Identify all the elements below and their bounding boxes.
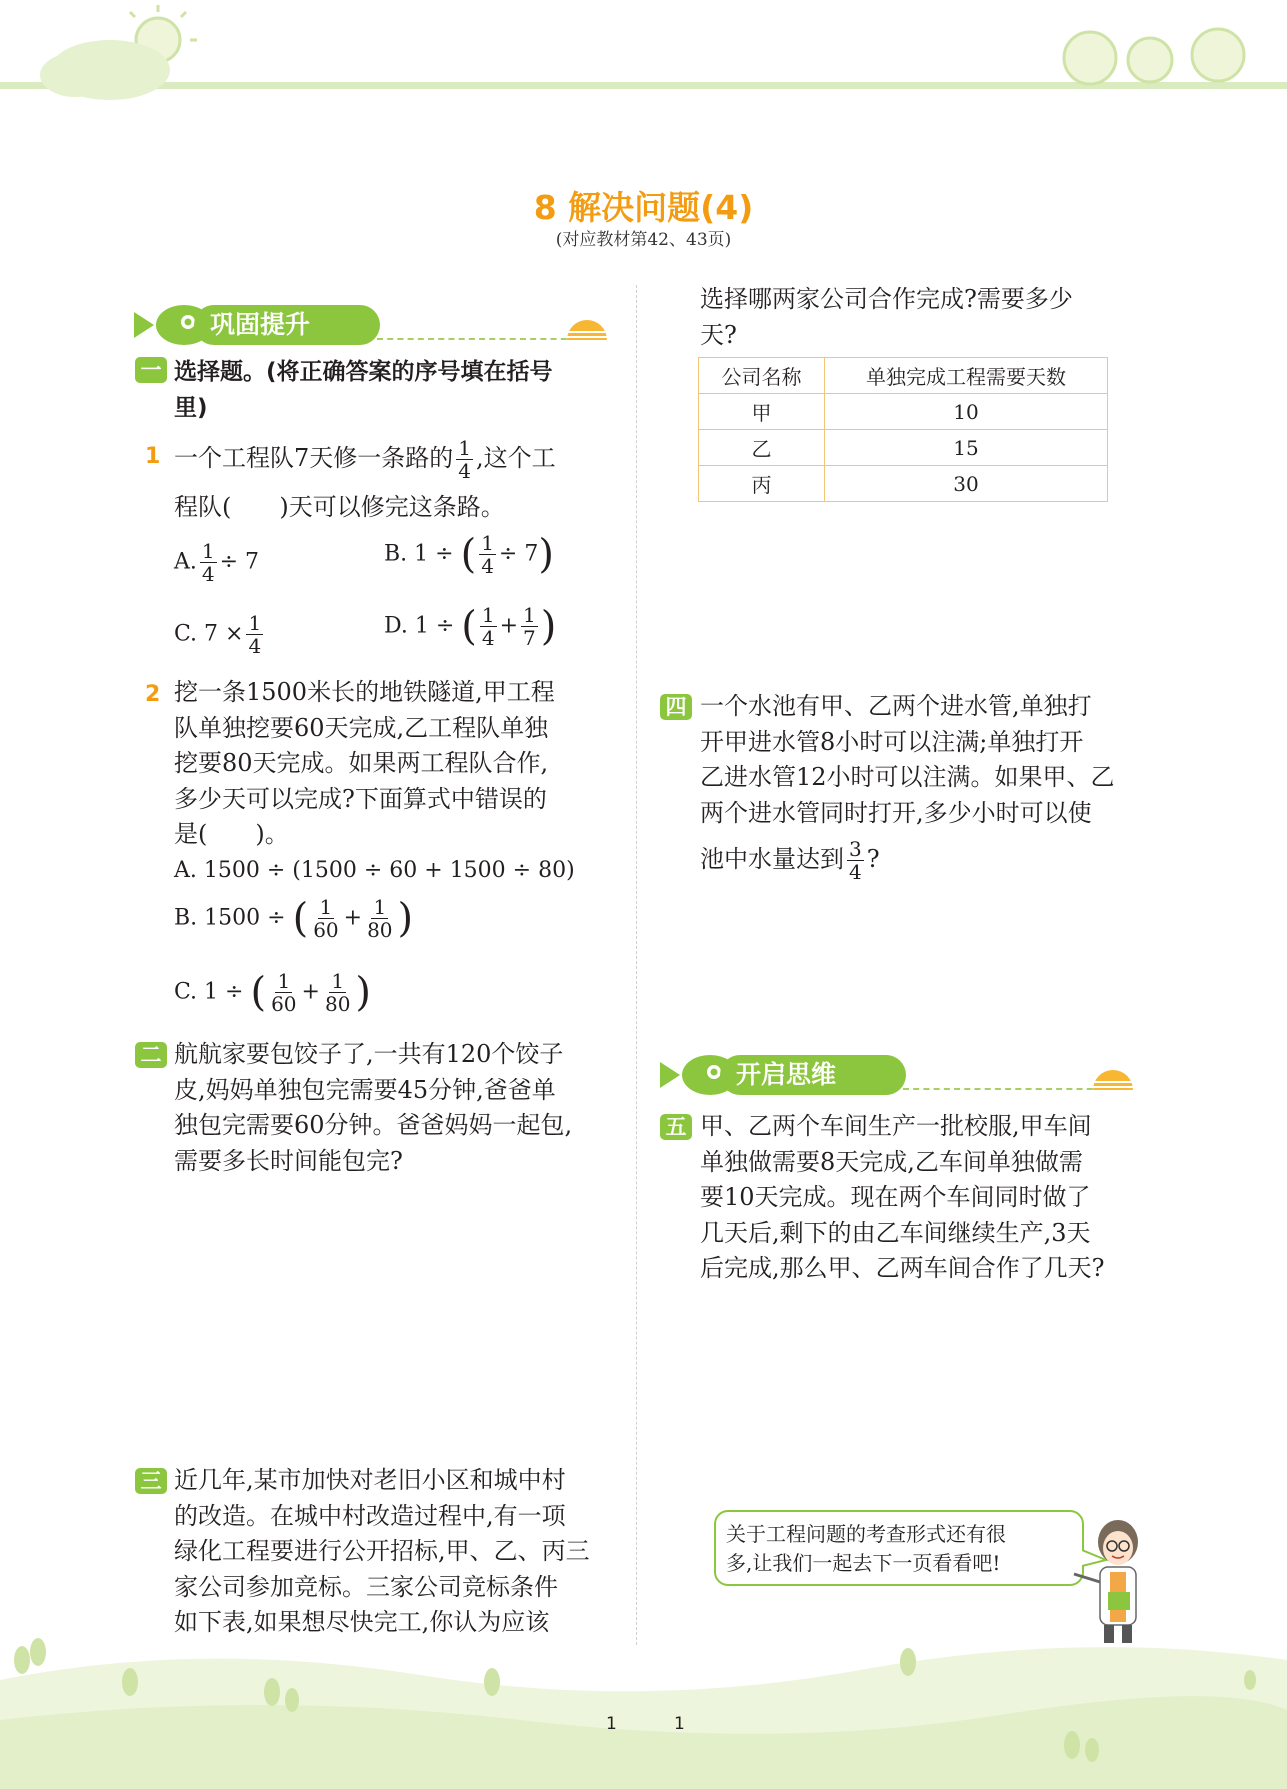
q2-line2: 皮,妈妈单独包完需要45分钟,爸爸单: [174, 1075, 556, 1104]
sunset-icon: [1090, 1062, 1136, 1092]
q2-line3: 独包完需要60分钟。爸爸妈妈一起包,: [174, 1111, 573, 1139]
q1-item1-option-d[interactable]: D. 1 ÷ ( $\frac{1}{4}$ + $\frac{1}{7}$ ): [384, 603, 557, 650]
q4-line5-post: ?: [866, 845, 880, 873]
q4-line1: 一个水池有甲、乙两个进水管,单独打: [700, 692, 1092, 720]
q5-line4: 几天后,剩下的由乙车间继续生产,3天: [700, 1218, 1091, 1247]
top-decoration: [0, 0, 1287, 100]
q5-line3: 要10天完成。现在两个车间同时做了: [700, 1183, 1091, 1211]
q1-title-line2: 里): [174, 394, 208, 421]
q1-item1-number: 1: [145, 444, 161, 469]
q4-fraction: $\frac{3}{4}$: [849, 837, 862, 884]
q1-item1-text-post: ,这个工: [476, 444, 556, 472]
sunset-icon: [564, 312, 610, 342]
q4-line5-pre: 池中水量达到: [700, 845, 844, 873]
page-number-right: 1: [674, 1714, 685, 1734]
q3-cont-line2: 天?: [700, 320, 737, 349]
q5-line2: 单独做需要8天完成,乙车间单独做需: [700, 1147, 1083, 1176]
q3-badge: 三: [135, 1468, 167, 1494]
q5-badge: 五: [660, 1114, 692, 1140]
q1-item1-line2: 程队( )天可以修完这条路。: [174, 493, 505, 521]
q4-line3: 乙进水管12小时可以注满。如果甲、乙: [700, 763, 1115, 791]
q1-item1-text-pre: 一个工程队7天修一条路的: [174, 444, 454, 472]
bubble-line1: 关于工程问题的考查形式还有很: [726, 1522, 1006, 1546]
q4-badge: 四: [660, 694, 692, 720]
table-row: [699, 466, 1108, 502]
q1-item2-line5: 是( )。: [174, 820, 289, 848]
table-header-days: 单独完成工程需要天数: [825, 358, 1108, 394]
section-consolidate-label: 巩固提升: [194, 305, 380, 345]
q3-line2: 的改造。在城中村改造过程中,有一项: [174, 1501, 566, 1530]
q1-item1-option-a[interactable]: A. $\frac{1}{4}$ ÷ 7: [174, 539, 260, 586]
table-cell-days: 15: [825, 430, 1108, 466]
header-illustration: [0, 0, 1287, 100]
table-row: [699, 430, 1108, 466]
q1-item2-line1: 挖一条1500米长的地铁隧道,甲工程: [174, 678, 555, 706]
q1-item2-line2: 队单独挖要60天完成,乙工程队单独: [174, 713, 549, 742]
footer-landscape: [0, 1620, 1287, 1789]
q1-item1-fraction: $\frac{1}{4}$: [458, 436, 472, 483]
q3-line1: 近几年,某市加快对老旧小区和城中村: [174, 1466, 566, 1494]
table-cell-company: 甲: [699, 394, 825, 430]
table-cell-days: 30: [825, 466, 1108, 502]
table-header-company: 公司名称: [699, 358, 825, 394]
q1-title-line1: 选择题。(将正确答案的序号填在括号: [174, 359, 553, 385]
q1-item2-option-c[interactable]: C. 1 ÷ ( $\frac{1}{60}$ + $\frac{1}{80}$ ): [174, 969, 372, 1016]
table-cell-days: 10: [825, 394, 1108, 430]
table-header-row: [699, 358, 1108, 394]
speech-bubble: [714, 1510, 1084, 1586]
q1-item2-line3: 挖要80天完成。如果两工程队合作,: [174, 749, 549, 777]
q5-line5: 后完成,那么甲、乙两车间合作了几天?: [700, 1254, 1105, 1282]
q3-line4: 家公司参加竞标。三家公司竞标条件: [174, 1572, 558, 1601]
q4-line2: 开甲进水管8小时可以注满;单独打开: [700, 727, 1084, 756]
company-table: [698, 357, 1108, 502]
table-cell-company: 乙: [699, 430, 825, 466]
q2-badge: 二: [135, 1042, 167, 1068]
section-thinking: [658, 1050, 1148, 1100]
table-cell-company: 丙: [699, 466, 825, 502]
animal-heads-icon: [1064, 29, 1244, 84]
q1-item2-number: 2: [145, 682, 161, 707]
q1-item2-option-b[interactable]: B. 1500 ÷ ( $\frac{1}{60}$ + $\frac{1}{80}$ ): [174, 895, 414, 942]
q1-item1-option-c[interactable]: C. 7 × $\frac{1}{4}$: [174, 611, 262, 658]
q3-line3: 绿化工程要进行公开招标,甲、乙、丙三: [174, 1537, 590, 1565]
q1-item2-line4: 多少天可以完成?下面算式中错误的: [174, 784, 547, 813]
cloud-icon: [40, 40, 170, 100]
page-title: 8 解决问题(4): [533, 188, 754, 227]
q3-cont-line1: 选择哪两家公司合作完成?需要多少: [700, 285, 1073, 313]
q1-item2-option-a[interactable]: A. 1500 ÷ (1500 ÷ 60 + 1500 ÷ 80): [174, 858, 575, 883]
q2-line4: 需要多长时间能包完?: [174, 1146, 403, 1175]
q1-item1-option-b[interactable]: B. 1 ÷ ( $\frac{1}{4}$ ÷ 7): [384, 531, 554, 578]
section-consolidate: [132, 300, 612, 350]
page-subtitle: (对应教材第42、43页): [555, 230, 732, 250]
table-row: [699, 394, 1108, 430]
q4-line4: 两个进水管同时打开,多少小时可以使: [700, 798, 1092, 827]
q2-line1: 航航家要包饺子了,一共有120个饺子: [174, 1040, 564, 1068]
bubble-line2: 多,让我们一起去下一页看看吧!: [726, 1551, 1001, 1575]
section-thinking-label: 开启思维: [720, 1055, 906, 1095]
page-number-left: 1: [606, 1714, 617, 1734]
column-divider: [636, 285, 637, 1645]
q1-badge: 一: [135, 357, 167, 383]
q3-line5: 如下表,如果想尽快完工,你认为应该: [174, 1608, 550, 1636]
q5-line1: 甲、乙两个车间生产一批校服,甲车间: [700, 1112, 1092, 1140]
